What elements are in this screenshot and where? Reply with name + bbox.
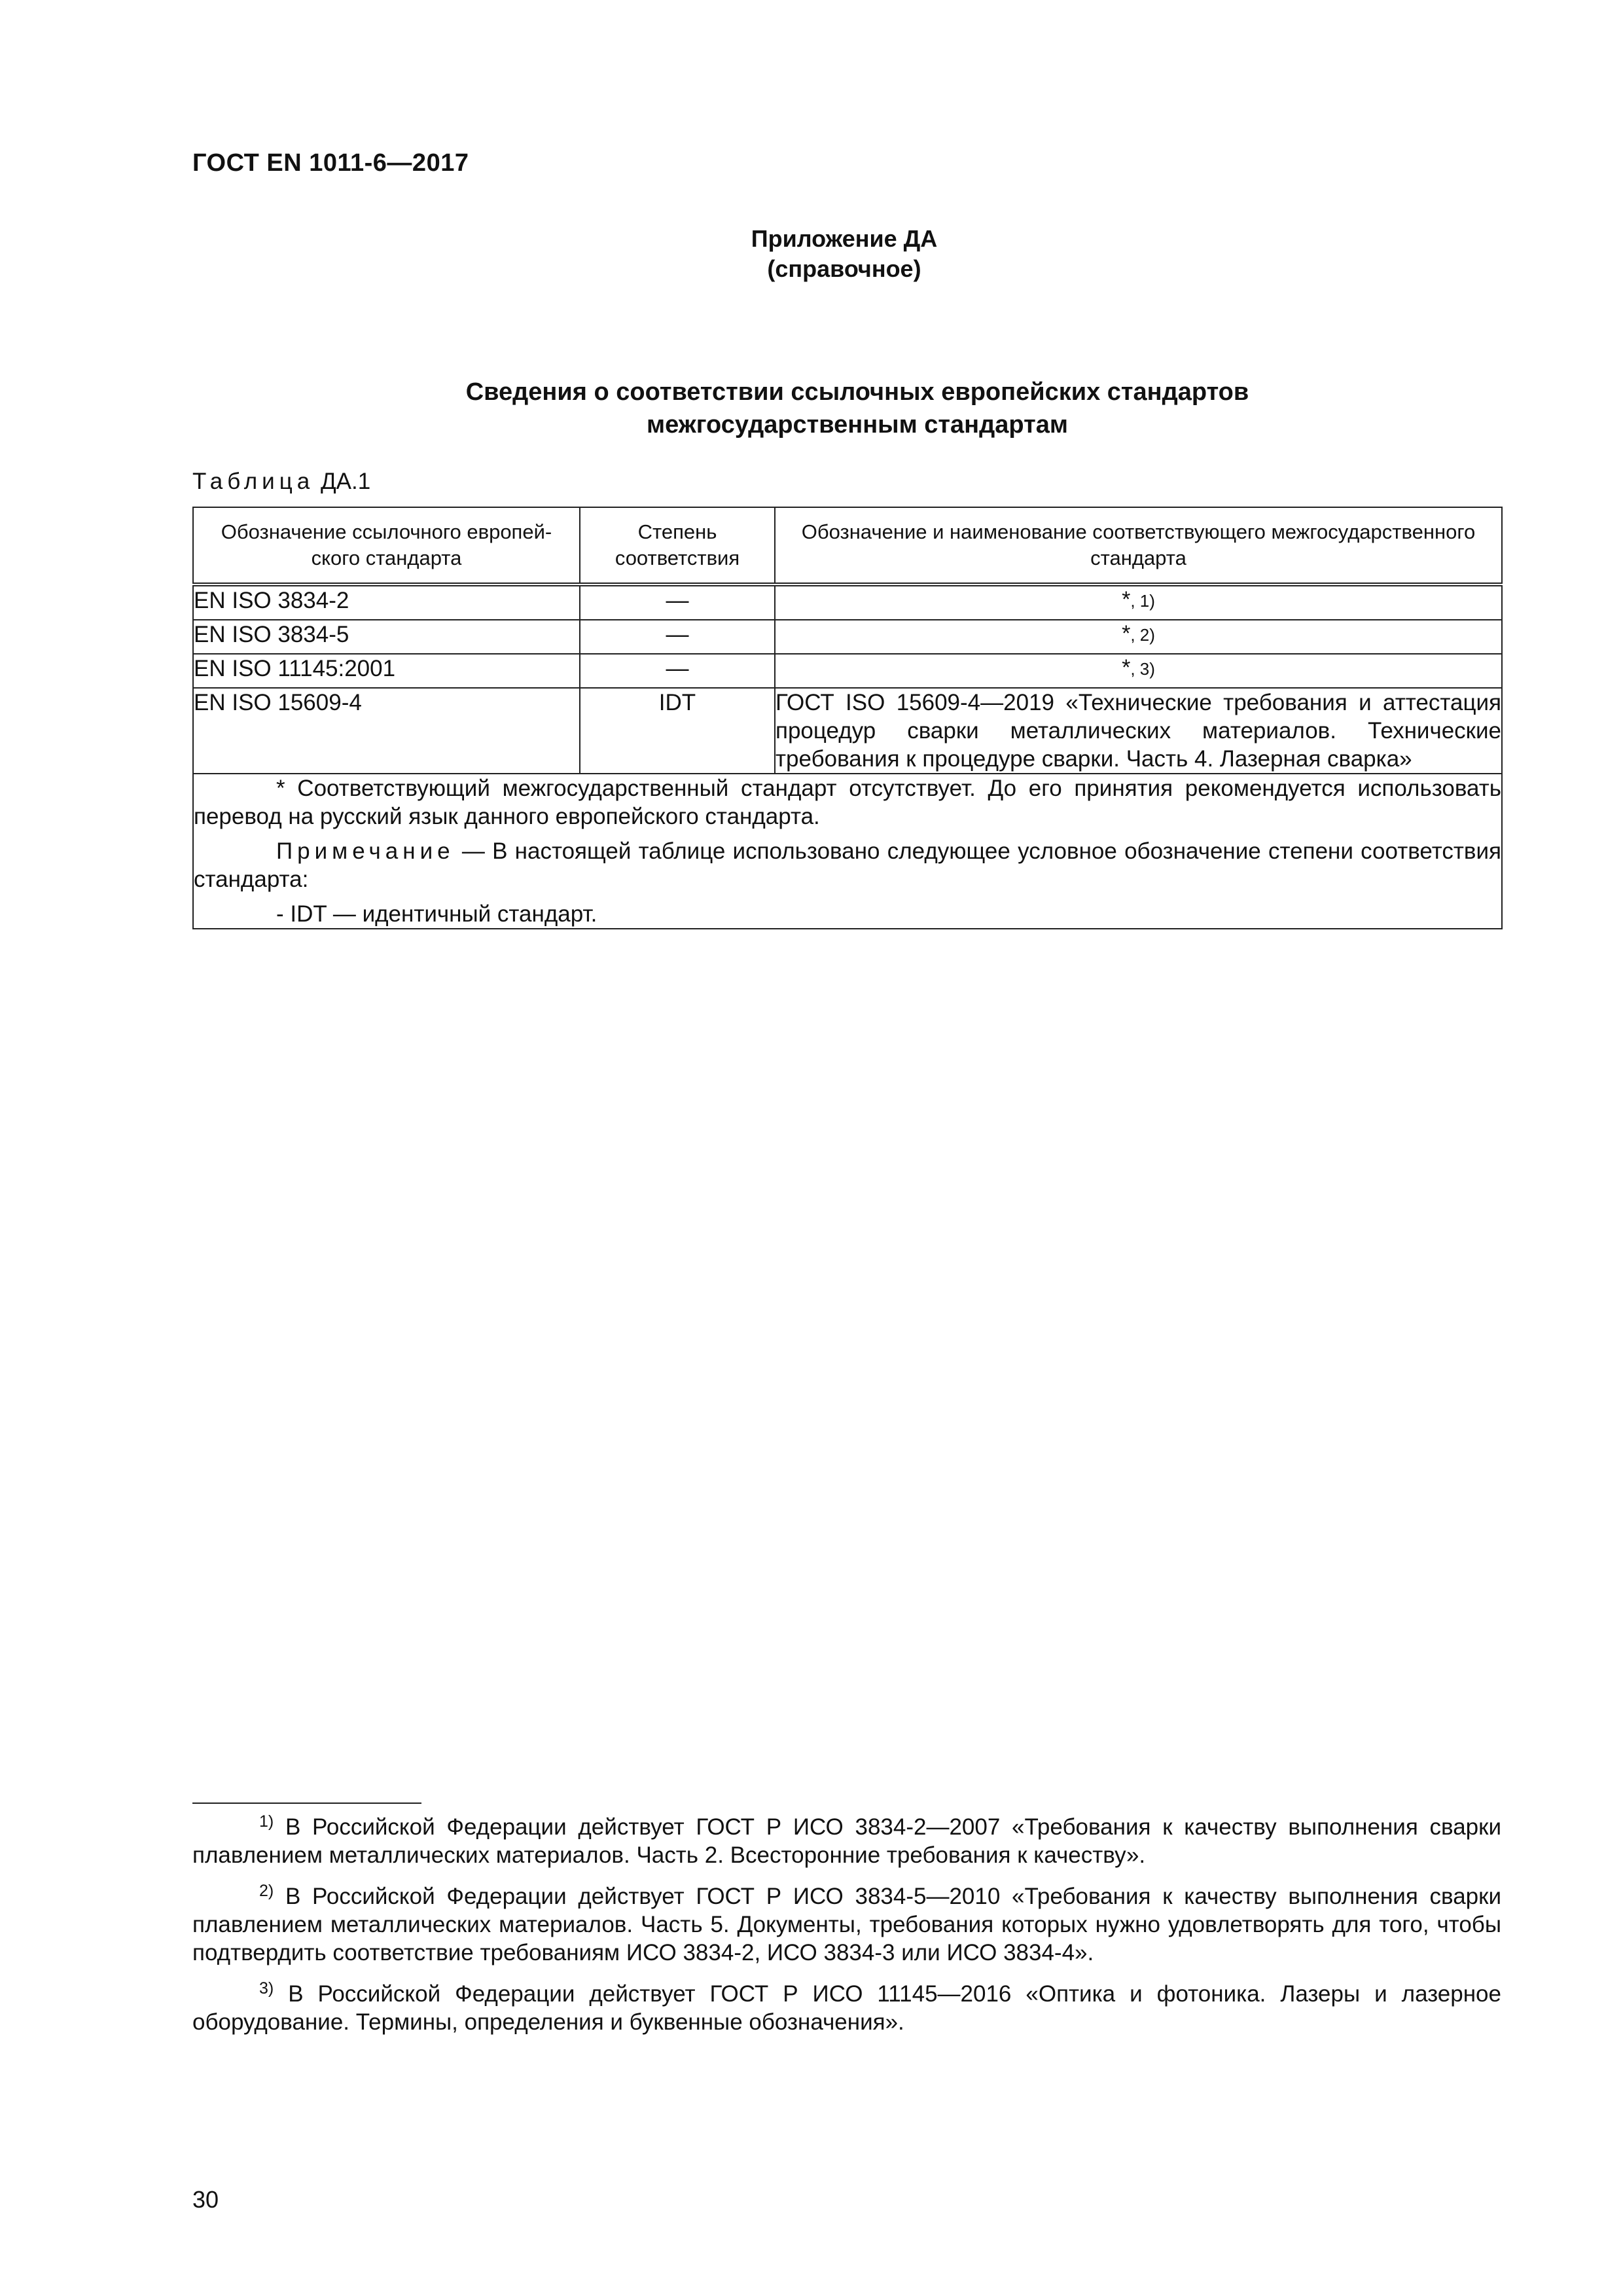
document-id: ГОСТ EN 1011-6—2017 xyxy=(192,149,469,177)
footnote-ref: , 3) xyxy=(1130,659,1155,679)
row-mark xyxy=(775,654,1502,688)
row-standard: EN ISO 3834-5 xyxy=(193,620,580,654)
footnote-mark: 2) xyxy=(259,1882,274,1900)
row-degree: — xyxy=(580,584,775,620)
row-standard: EN ISO 15609-4 xyxy=(193,688,580,774)
appendix-name: Приложение ДА xyxy=(751,225,938,252)
footnote-divider xyxy=(192,1803,421,1804)
note-label: Примечание xyxy=(276,838,455,864)
note-item: - IDT — идентичный стандарт. xyxy=(276,901,597,927)
table-label-word: Таблица xyxy=(192,469,315,494)
asterisk-mark: * xyxy=(1122,621,1131,646)
row-mark xyxy=(775,620,1502,654)
footnote xyxy=(192,1980,1501,2036)
page-number: 30 xyxy=(192,2186,219,2213)
footnote xyxy=(192,1882,1501,1967)
correspondence-table xyxy=(192,507,1503,929)
table-row xyxy=(193,688,1502,774)
row-standard: EN ISO 3834-2 xyxy=(193,584,580,620)
footnote-text: В Российской Федерации действует ГОСТ Р ИСО 3834-5—2010 «Требования к качеству выполнения сварки плавлением металлических материалов. Часть 5. Документы, требования которых нужно удовлетворять для того, чтобы подтвердить соответствие требованиям ИСО 3834-2, ИСО 3834-3 или ИСО 3834-4». xyxy=(192,1884,1501,1965)
asterisk-mark: * xyxy=(1122,587,1131,612)
appendix-heading xyxy=(0,224,1623,284)
header-interstate-standard: Обозначение и наименование соответствующего межгосударственного стандарта xyxy=(775,507,1502,584)
row-degree: — xyxy=(580,620,775,654)
footnote-mark: 3) xyxy=(259,1979,274,1998)
table-row xyxy=(193,620,1502,654)
header-reference-standard: Обозначение ссылочного европей-ского стандарта xyxy=(193,507,580,584)
table-header-row xyxy=(193,507,1502,584)
row-degree: IDT xyxy=(580,688,775,774)
table-row xyxy=(193,654,1502,688)
table-footer-row xyxy=(193,774,1502,929)
table-row xyxy=(193,584,1502,620)
asterisk-mark: * xyxy=(1122,655,1131,680)
note-text: — В настоящей таблице использовано следующее условное обозначение степени соответствия стандарта: xyxy=(194,838,1501,892)
footnote-ref: , 1) xyxy=(1130,591,1155,611)
asterisk-note: * Соответствующий межгосударственный стандарт отсутствует. До его принятия рекомендуется использовать перевод на русский язык данного европейского стандарта. xyxy=(194,776,1501,829)
footnote xyxy=(192,1813,1501,1869)
row-degree: — xyxy=(580,654,775,688)
row-mark xyxy=(775,584,1502,620)
section-title xyxy=(192,376,1522,441)
row-standard: EN ISO 11145:2001 xyxy=(193,654,580,688)
footnote-text: В Российской Федерации действует ГОСТ Р ИСО 11145—2016 «Оптика и фотоника. Лазеры и лазерное оборудование. Термины, определения и буквенные обозначения». xyxy=(192,1981,1501,2035)
footnote-ref: , 2) xyxy=(1130,625,1155,645)
table-label xyxy=(192,469,370,495)
footnotes xyxy=(192,1813,1501,2049)
title-line-2: межгосударственным стандартам xyxy=(647,411,1068,439)
header-degree: Степень соответствия xyxy=(580,507,775,584)
footnote-mark: 1) xyxy=(259,1812,274,1831)
title-line-1: Сведения о соответствии ссылочных европейских стандартов xyxy=(465,378,1249,406)
table-label-number: ДА.1 xyxy=(320,469,371,494)
appendix-type: (справочное) xyxy=(767,255,921,282)
table-footer xyxy=(193,774,1502,929)
row-description: ГОСТ ISO 15609-4—2019 «Технические требования и аттестация процедур сварки металлических материалов. Технические требования к процедуре сварки. Часть 4. Лазерная сварка» xyxy=(775,688,1502,774)
table-note xyxy=(194,837,1501,893)
footnote-text: В Российской Федерации действует ГОСТ Р ИСО 3834-2—2007 «Требования к качеству выполнения сварки плавлением металлических материалов. Часть 2. Всесторонние требования к качеству». xyxy=(192,1814,1501,1868)
